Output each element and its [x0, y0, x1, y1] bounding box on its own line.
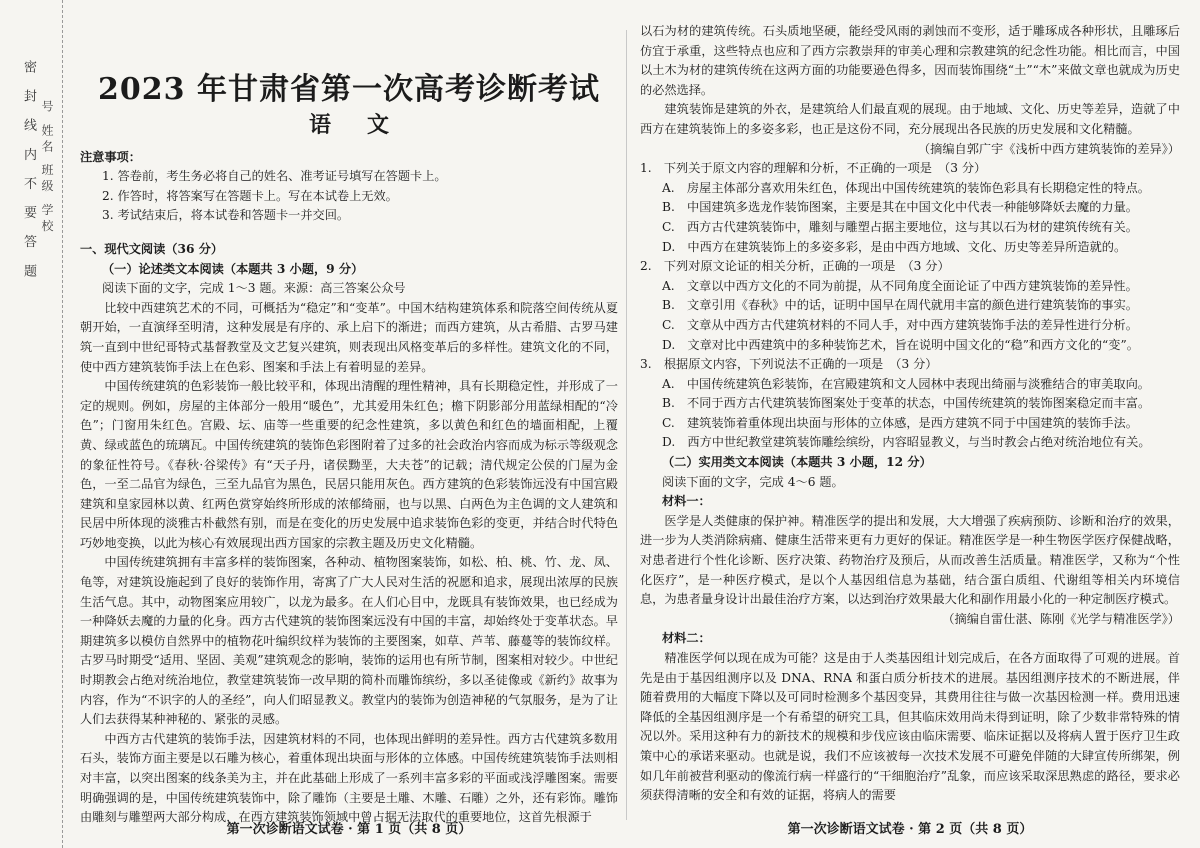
question-1: [640, 159, 1180, 257]
passage-paragraph: 中国传统建筑拥有丰富多样的装饰图案，各种动、植物图案装饰，如松、柏、桃、竹、龙、凤、龟等，对建筑设施起到了良好的装饰作用，寄寓了广大人民对生活的祝愿和追求，展现出浓厚的民族生活气息。其中，动物图案应用较广，以龙为最多。在人们心目中，龙既具有装饰效果，也已经成为一种降妖去魔的力量的化身。西方古代建筑的装饰图案远没有中国的丰富，却始终处于变革状态。早期建筑多以模仿自然界中的植物花叶编织纹样为装饰的主要图案，如草、芦苇、藤蔓等的装饰纹样。古罗马时期受“适用、坚固、美观”建筑观念的影响，装饰的运用也有所节制，图案相对较少。中世纪时期教会占绝对统治地位，教堂建筑装饰一改早期的简朴而雕饰缤纷，多以圣徒像或《新约》故事为内容，作为“不识字的人的圣经”，向人们昭显教义。教堂内的装饰为创造神秘的气氛服务，是为了让人们去获得某种神秘的、紧张的灵感。: [80, 555, 618, 727]
question-option: B. 不同于西方古代建筑装饰图案处于变革的状态，中国传统建筑的装饰图案稳定而丰富。: [662, 396, 1151, 411]
exam-title: 2023 年甘肃省第一次高考诊断考试: [98, 72, 600, 107]
page-1: [80, 22, 618, 848]
page-footer: 第一次诊断语文试卷 · 第 2 页（共 8 页）: [787, 822, 1033, 838]
page-2: [640, 22, 1180, 848]
question-option: C. 西方古代建筑装饰中，雕刻与雕塑占据主要地位，这与其以石为材的建筑传统有关。: [662, 219, 1138, 234]
question-option: D. 中西方在建筑装饰上的多姿多彩，是由中西方地域、文化、历史等差异所造就的。: [662, 239, 1127, 254]
section-heading: 一、现代文阅读（36 分）: [80, 241, 224, 256]
sealing-line-warning: 密 封 线 内 不 要 答 题: [21, 60, 36, 283]
question-stem: 3. 根据原文内容，下列说法不正确的一项是 （3 分）: [640, 357, 938, 372]
question-option: A. 文章以中西方文化的不同为前提，从不同角度全面论证了中西方建筑装饰的差异性。: [662, 278, 1138, 293]
subsection-heading: （一）论述类文本阅读（本题共 3 小题，9 分）: [102, 261, 364, 276]
notice-item: 3. 考试结束后，将本试卷和答题卡一并交回。: [102, 208, 350, 223]
question-option: C. 文章从中西方古代建筑材料的不同人手，对中西方建筑装饰手法的差异性进行分析。: [662, 317, 1138, 332]
passage-paragraph: 建筑装饰是建筑的外衣，是建筑给人们最直观的展现。由于地域、文化、历史等差异，造就了中西方在建筑装饰上的多姿多彩，也正是这份不同，充分展现出各民族的历史发展和文化精髓。: [640, 102, 1180, 136]
question-option: D. 西方中世纪教堂建筑装饰雕绘缤纷，内容昭显教义，与当时教会占绝对统治地位有关。: [662, 435, 1151, 450]
material-paragraph: 医学是人类健康的保护神。精准医学的提出和发展，大大增强了疾病预防、诊断和治疗的效果，进一步为人类消除病痛、健康生活带来更有力更好的保证。精准医学是一种生物医学医疗保健战略，对患者进行个性化诊断、医疗决策、药物治疗及预后，从而改善生活质量。精准医学，又称为“个性化医疗”，是一种医疗模式，是以个人基因组信息为基础，结合蛋白质组、代谢组等相关内环境信息，为患者量身设计出最佳治疗方案，以达到治疗效果最大化和副作用最小化的一种定制医疗模式。: [640, 513, 1180, 607]
passage-paragraph: 中西方古代建筑的装饰手法，因建筑材料的不同，也体现出鲜明的差异性。西方古代建筑多数用石头，装饰方面主要是以石雕为核心，着重体现出块面与形体的立体感。中国传统建筑装饰手法则相对丰富，以突出图案的线条美为主，并在此基础上形成了一系列丰富多彩的平面或浅浮雕图案。需要明确强调的是，中国传统建筑装饰中，除了雕饰（主要是土雕、木雕、石雕）之外，还有彩饰。雕饰由雕刻与雕塑两大部分构成，在西方建筑装饰领域中曾占据无法取代的重要地位，这首先根源于: [80, 731, 618, 825]
passage-source: （摘编自郭广宇《浅析中西方建筑装饰的差异》）: [917, 141, 1180, 156]
material-paragraph: 精准医学何以现在成为可能？这是由于人类基因组计划完成后，在各方面取得了可观的进展。首先是由于基因组测序以及 DNA、RNA 和蛋白质分析技术的进展。基因组测序技术的不断进展，伴随着费用的大幅度下降以及可同时检测多个基因变异，其费用往往与做一次基因检测一样。费用迅速降低的全基因组测序是一个有希望的研究工具，但其临床效用尚未得到证明，除了少数非常特殊的情况以外。采用这种有力的新技术的规模和步伐应该由临床需要、临床证据以及将病人置于医疗卫生政策中心的承诺来驱动。也就是说，我们不应该被每一次技术发展不可避免伴随的大肆宣传所绑架，例如几年前被营利驱动的像流行病一样盛行的“干细胞治疗”乱象，而应该采取深思熟虑的路径，要求必须获得清晰的安全和有效的证据，将病人的需要: [640, 651, 1180, 803]
passage-paragraph: 比较中西建筑艺术的不同，可概括为“稳定”和“变革”。中国木结构建筑体系和院落空间传统从夏朝开始，一直演绎至明清，这种发展是有序的、承上启下的渐进；而西方建筑，从古希腊、古罗马建筑一直到中世纪哥特式基督教堂及文艺复兴建筑，则表现出风格变革后的多样性。建筑文化的不同，使中西方建筑装饰手法上在色彩、图案和手法上有着明显的差异。: [80, 300, 618, 374]
binding-fields: 号 姓名 班级 学校: [40, 100, 54, 236]
question-3: [640, 355, 1180, 453]
question-option: B. 中国建筑多选龙作装饰图案，主要是其在中国文化中代表一种能够降妖去魔的力量。: [662, 200, 1138, 215]
question-option: B. 文章引用《春秋》中的话，证明中国早在周代就用丰富的颜色进行建筑装饰的事实。: [662, 298, 1138, 313]
material-source: （摘编自雷仕湛、陈刚《光学与精准医学》）: [942, 611, 1180, 626]
reading-instruction: 阅读下面的文字，完成 4～6 题。: [662, 474, 844, 489]
passage-paragraph: 中国传统建筑的色彩装饰一般比较平和，体现出清醒的理性精神，具有长期稳定性，并形成了一定的规则。例如，房屋的主体部分一般用“暖色”，尤其爱用朱红色；檐下阴影部分用蓝绿相配的“冷色”；门窗用朱红色。宫殿、坛、庙等一些重要的纪念性建筑，多以黄色和红色的墙面相配，上覆黄、绿或蓝色的琉璃瓦。中国传统建筑的装饰色彩图附着了过多的社会政治内容而成为标示等级观念的象征性符号。《春秋·谷梁传》有“天子丹，诸侯黝垩，大夫苍”的记载；清代规定公侯的门屋为金色，一至二品官为绿色，三至九品官为黑色，民居只能用灰色。西方建筑的色彩装饰远没有中国宫殿建筑和皇家园林以黄、红两色赏穿始终所形成的浓郁绮丽，也与以黑、白两色为主色调的文人建筑和民居中所体现的淡雅古朴截然有别，而是在变化的历史发展中追求装饰色彩的变更，并结合时代特色巧妙地变换，以此为核心有效展现出西方国家的宗教主题及历史文化精髓。: [80, 379, 618, 550]
question-option: D. 文章对比中西建筑中的多种装饰艺术，旨在说明中国文化的“稳”和西方文化的“变”。: [662, 337, 1139, 352]
question-stem: 1. 下列关于原文内容的理解和分析，不正确的一项是 （3 分）: [640, 161, 987, 176]
subject-title: 语文: [308, 112, 425, 138]
question-2: [640, 257, 1180, 355]
subsection-heading: （二）实用类文本阅读（本题共 3 小题，12 分）: [662, 455, 932, 470]
question-option: C. 建筑装饰着重体现出块面与形体的立体感，是西方建筑不同于中国建筑的装饰手法。: [662, 415, 1138, 430]
page-footer: 第一次诊断语文试卷 · 第 1 页（共 8 页）: [226, 822, 472, 838]
reading-instruction: 阅读下面的文字，完成 1～3 题。来源：高三答案公众号: [102, 281, 406, 296]
question-stem: 2. 下列对原文论证的相关分析，正确的一项是 （3 分）: [640, 259, 950, 274]
question-option: A. 房屋主体部分喜欢用朱红色，体现出中国传统建筑的装饰色彩具有长期稳定性的特点。: [662, 180, 1150, 195]
page-divider: [626, 30, 627, 820]
question-option: A. 中国传统建筑色彩装饰，在宫殿建筑和文人园林中表现出绮丽与淡雅结合的审美取向。: [662, 376, 1150, 391]
notice-heading: 注意事项：: [80, 149, 141, 164]
notice-item: 1. 答卷前，考生务必将自己的姓名、准考证号填写在答题卡上。: [102, 169, 447, 184]
material-heading: 材料二：: [662, 631, 711, 646]
passage-paragraph: 以石为材的建筑传统。石头质地坚硬，能经受风雨的剥蚀而不变形，适于雕琢成各种形状，且雕琢后仿宜于承重，这些特点也应和了西方宗教崇拜的审美心理和宗教建筑的纪念性功能。相比而言，中国以土木为材的建筑传统在这两方面的功能要逊色得多，因而装饰围绕“土”“木”来做文章也就成为历史的必然选择。: [640, 24, 1180, 97]
notice-item: 2. 作答时，将答案写在答题卡上。写在本试卷上无效。: [102, 188, 398, 203]
binding-margin: [0, 0, 63, 848]
material-heading: 材料一：: [662, 494, 711, 509]
